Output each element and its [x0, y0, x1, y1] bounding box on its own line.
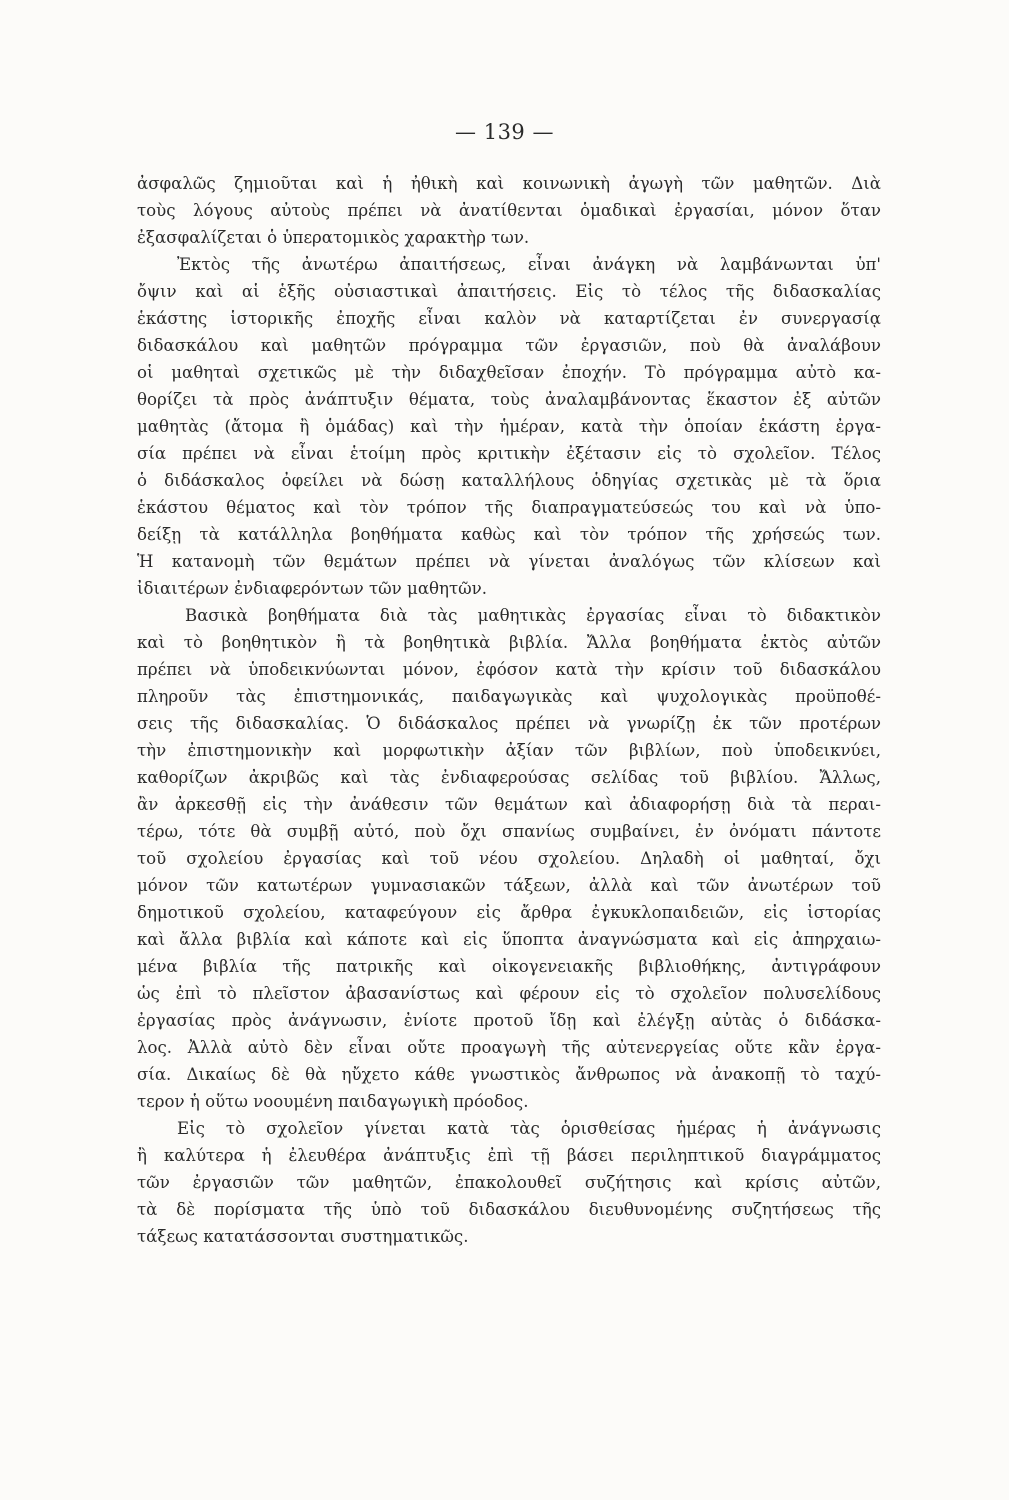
text-line: σία. Δικαίως δὲ θὰ ηὔχετο κάθε γνωστικὸς ἄνθρωπος νὰ ἀνακοπῇ τὸ ταχύ-: [137, 1065, 881, 1084]
text-line: ὄψιν καὶ αἱ ἑξῆς οὐσιαστικαὶ ἀπαιτήσεις. Εἰς τὸ τέλος τῆς διδασκαλίας: [137, 282, 881, 301]
text-line: ἰδιαιτέρων ἐνδιαφερόντων τῶν μαθητῶν.: [137, 579, 488, 598]
text-line: σεις τῆς διδασκαλίας. Ὁ διδάσκαλος πρέπει νὰ γνωρίζῃ ἐκ τῶν προτέρων: [137, 714, 881, 733]
text-line: τὴν ἐπιστημονικὴν καὶ μορφωτικὴν ἀξίαν τῶν βιβλίων, ποὺ ὑποδεικνύει,: [137, 741, 881, 760]
text-line: ἂν ἀρκεσθῇ εἰς τὴν ἀνάθεσιν τῶν θεμάτων καὶ ἀδιαφορήσῃ διὰ τὰ περαι-: [137, 795, 881, 814]
text-line: ὁ διδάσκαλος ὀφείλει νὰ δώσῃ καταλλήλους ὁδηγίας σχετικὰς μὲ τὰ ὅρια: [137, 471, 881, 490]
text-line: λος. Ἀλλὰ αὐτὸ δὲν εἶναι οὔτε προαγωγὴ τῆς αὐτενεργείας οὔτε κἂν ἐργα-: [137, 1038, 881, 1057]
text-line: καθορίζων ἀκριβῶς καὶ τὰς ἐνδιαφερούσας σελίδας τοῦ βιβλίου. Ἄλλως,: [137, 768, 881, 787]
text-line: ἀσφαλῶς ζημιοῦται καὶ ἡ ἠθικὴ καὶ κοινωνικὴ ἀγωγὴ τῶν μαθητῶν. Διὰ: [137, 174, 881, 193]
text-line: πληροῦν τὰς ἐπιστημονικάς, παιδαγωγικὰς καὶ ψυχολογικὰς προϋποθέ-: [137, 687, 881, 706]
text-line: Ἐκτὸς τῆς ἀνωτέρω ἀπαιτήσεως, εἶναι ἀνάγκη νὰ λαμβάνωνται ὑπ': [177, 255, 881, 274]
page-number: — 139 —: [455, 120, 554, 144]
text-line: σία πρέπει νὰ εἶναι ἑτοίμη πρὸς κριτικὴν ἐξέτασιν εἰς τὸ σχολεῖον. Τέλος: [137, 444, 881, 463]
text-line: τοῦ σχολείου ἐργασίας καὶ τοῦ νέου σχολείου. Δηλαδὴ οἱ μαθηταί, ὄχι: [137, 849, 881, 868]
text-line: ὡς ἐπὶ τὸ πλεῖστον ἀβασανίστως καὶ φέρουν εἰς τὸ σχολεῖον πολυσελίδους: [137, 984, 881, 1003]
text-line: τῶν ἐργασιῶν τῶν μαθητῶν, ἐπακολουθεῖ συζήτησις καὶ κρίσις αὐτῶν,: [137, 1173, 881, 1192]
text-line: διδασκάλου καὶ μαθητῶν πρόγραμμα τῶν ἐργασιῶν, ποὺ θὰ ἀναλάβουν: [137, 336, 881, 355]
text-line: θορίζει τὰ πρὸς ἀνάπτυξιν θέματα, τοὺς ἀναλαμβάνοντας ἕκαστον ἐξ αὐτῶν: [137, 390, 881, 409]
text-line: τέρω, τότε θὰ συμβῇ αὐτό, ποὺ ὄχι σπανίως συμβαίνει, ἐν ὀνόματι πάντοτε: [137, 822, 881, 841]
text-line: τερον ἡ οὕτω νοουμένη παιδαγωγικὴ πρόοδος.: [137, 1092, 529, 1111]
text-line: ἑκάστου θέματος καὶ τὸν τρόπον τῆς διαπραγματεύσεώς του καὶ νὰ ὑπο-: [137, 498, 881, 517]
text-line: δείξῃ τὰ κατάλληλα βοηθήματα καθὼς καὶ τὸν τρόπον τῆς χρήσεώς των.: [137, 525, 881, 544]
text-line: Ἡ κατανομὴ τῶν θεμάτων πρέπει νὰ γίνεται ἀναλόγως τῶν κλίσεων καὶ: [137, 552, 881, 571]
body-text: [137, 170, 881, 1250]
text-line: ἢ καλύτερα ἡ ἐλευθέρα ἀνάπτυξις ἐπὶ τῇ βάσει περιληπτικοῦ διαγράμματος: [137, 1146, 881, 1165]
text-line: δημοτικοῦ σχολείου, καταφεύγουν εἰς ἄρθρα ἐγκυκλοπαιδειῶν, εἰς ἱστορίας: [137, 903, 881, 922]
text-line: τάξεως κατατάσσονται συστηματικῶς.: [137, 1227, 469, 1246]
text-line: μένα βιβλία τῆς πατρικῆς καὶ οἰκογενειακῆς βιβλιοθήκης, ἀντιγράφουν: [137, 957, 881, 976]
text-line: μαθητὰς (ἄτομα ἢ ὁμάδας) καὶ τὴν ἡμέραν, κατὰ τὴν ὁποίαν ἑκάστη ἐργα-: [137, 417, 881, 436]
text-line: ἐργασίας πρὸς ἀνάγνωσιν, ἐνίοτε προτοῦ ἴδῃ καὶ ἐλέγξῃ αὐτὰς ὁ διδάσκα-: [137, 1011, 881, 1030]
text-line: οἱ μαθηταὶ σχετικῶς μὲ τὴν διδαχθεῖσαν ἐποχήν. Τὸ πρόγραμμα αὐτὸ κα-: [137, 363, 881, 382]
text-line: Εἰς τὸ σχολεῖον γίνεται κατὰ τὰς ὁρισθείσας ἡμέρας ἡ ἀνάγνωσις: [177, 1119, 881, 1138]
text-line: καὶ ἄλλα βιβλία καὶ κάποτε καὶ εἰς ὕποπτα ἀναγνώσματα καὶ εἰς ἀπηρχαιω-: [137, 930, 881, 949]
text-line: τὰ δὲ πορίσματα τῆς ὑπὸ τοῦ διδασκάλου διευθυνομένης συζητήσεως τῆς: [137, 1200, 881, 1219]
text-line: πρέπει νὰ ὑποδεικνύωνται μόνον, ἐφόσον κατὰ τὴν κρίσιν τοῦ διδασκάλου: [137, 660, 881, 679]
text-line: ἑκάστης ἱστορικῆς ἐποχῆς εἶναι καλὸν νὰ καταρτίζεται ἐν συνεργασίᾳ: [137, 309, 881, 328]
text-line: τοὺς λόγους αὐτοὺς πρέπει νὰ ἀνατίθενται ὁμαδικαὶ ἐργασίαι, μόνον ὅταν: [137, 201, 881, 220]
text-line: καὶ τὸ βοηθητικὸν ἢ τὰ βοηθητικὰ βιβλία. Ἄλλα βοηθήματα ἐκτὸς αὐτῶν: [137, 633, 881, 652]
text-line: μόνον τῶν κατωτέρων γυμνασιακῶν τάξεων, ἀλλὰ καὶ τῶν ἀνωτέρων τοῦ: [137, 876, 881, 895]
text-line: ἐξασφαλίζεται ὁ ὑπερατομικὸς χαρακτὴρ των.: [137, 228, 530, 247]
text-line: Βασικὰ βοηθήματα διὰ τὰς μαθητικὰς ἐργασίας εἶναι τὸ διδακτικὸν: [185, 606, 881, 625]
